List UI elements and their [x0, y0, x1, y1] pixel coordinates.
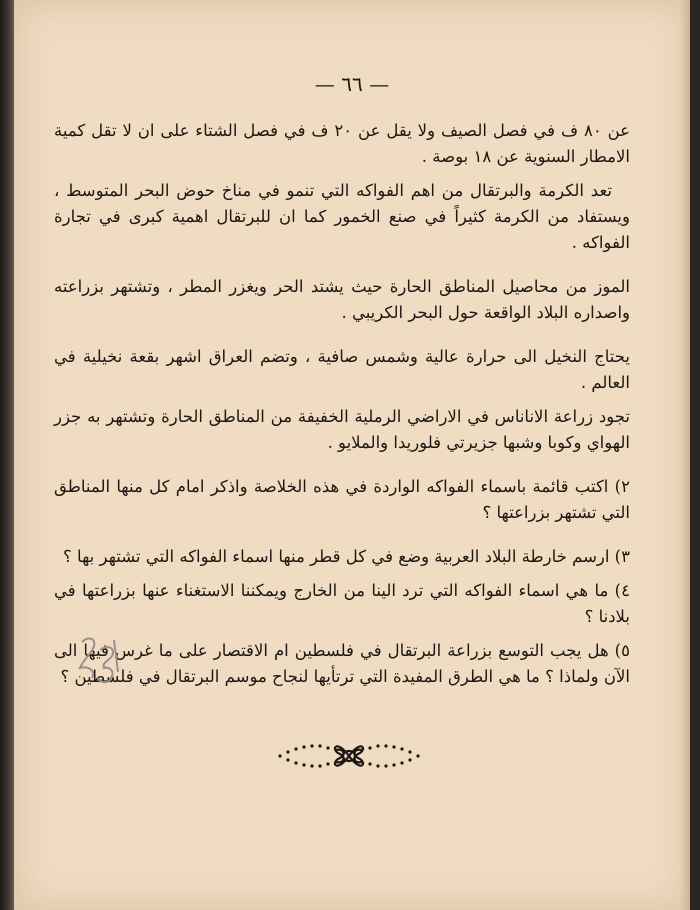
question-5: ٥) هل يجب التوسع بزراعة البرتقال في فلسطين ام الاقتصار على ما غرس فيها الى الآن ولماذا ؟ ما هي الطرق المفيدة التي ترتأيها لنجاح موسم البرتقال في فلسطين ؟ — [54, 641, 630, 686]
paragraph-palms: يحتاج النخيل الى حرارة عالية وشمس صافية ، وتضم العراق اشهر بقعة نخيلية في العالم . — [54, 347, 630, 392]
decorative-flourish-icon — [274, 732, 424, 780]
question-2: ٢) اكتب قائمة باسماء الفواكه الواردة في هذه الخلاصة واذكر امام كل منها المناطق التي تشتهر بزراعتها ؟ — [54, 477, 630, 522]
question-3: ٣) ارسم خارطة البلاد العربية وضع في كل قطر منها اسماء الفواكه التي تشتهر بها ؟ — [63, 547, 630, 566]
book-page — [14, 0, 690, 910]
book-binding — [0, 0, 14, 910]
pencil-annotation-icon — [74, 632, 124, 690]
paragraph-grapes-oranges: تعد الكرمة والبرتقال من اهم الفواكه التي تنمو في مناخ حوض البحر المتوسط ، ويستفاد من الكرمة كثيراً في صنع الخمور كما ان للبرتقال اهمية كبرى في تجارة الفواكه . — [54, 181, 630, 252]
page-number: — ٦٦ — — [314, 72, 390, 96]
paragraph-bananas: الموز من محاصيل المناطق الحارة حيث يشتد الحر ويغزر المطر ، وتشتهر بزراعته واصداره البلاد الواقعة حول البحر الكريبي . — [54, 277, 630, 322]
page-edge — [680, 0, 690, 910]
paragraph-pineapple: تجود زراعة الاناناس في الاراضي الرملية الخفيفة من المناطق الحارة وتشتهر به جزر الهواي وكوبا وشبها جزيرتي فلوريدا والملايو . — [54, 407, 630, 452]
question-4: ٤) ما هي اسماء الفواكه التي ترد الينا من الخارج ويمكننا الاستغناء عنها بزراعتها في بلادنا ؟ — [54, 581, 630, 626]
paragraph-climate: عن ٨٠ ف في فصل الصيف ولا يقل عن ٢٠ ف في فصل الشتاء على ان لا تقل كمية الامطار السنوية عن ١٨ بوصة . — [54, 121, 631, 166]
page-body — [54, 118, 630, 708]
